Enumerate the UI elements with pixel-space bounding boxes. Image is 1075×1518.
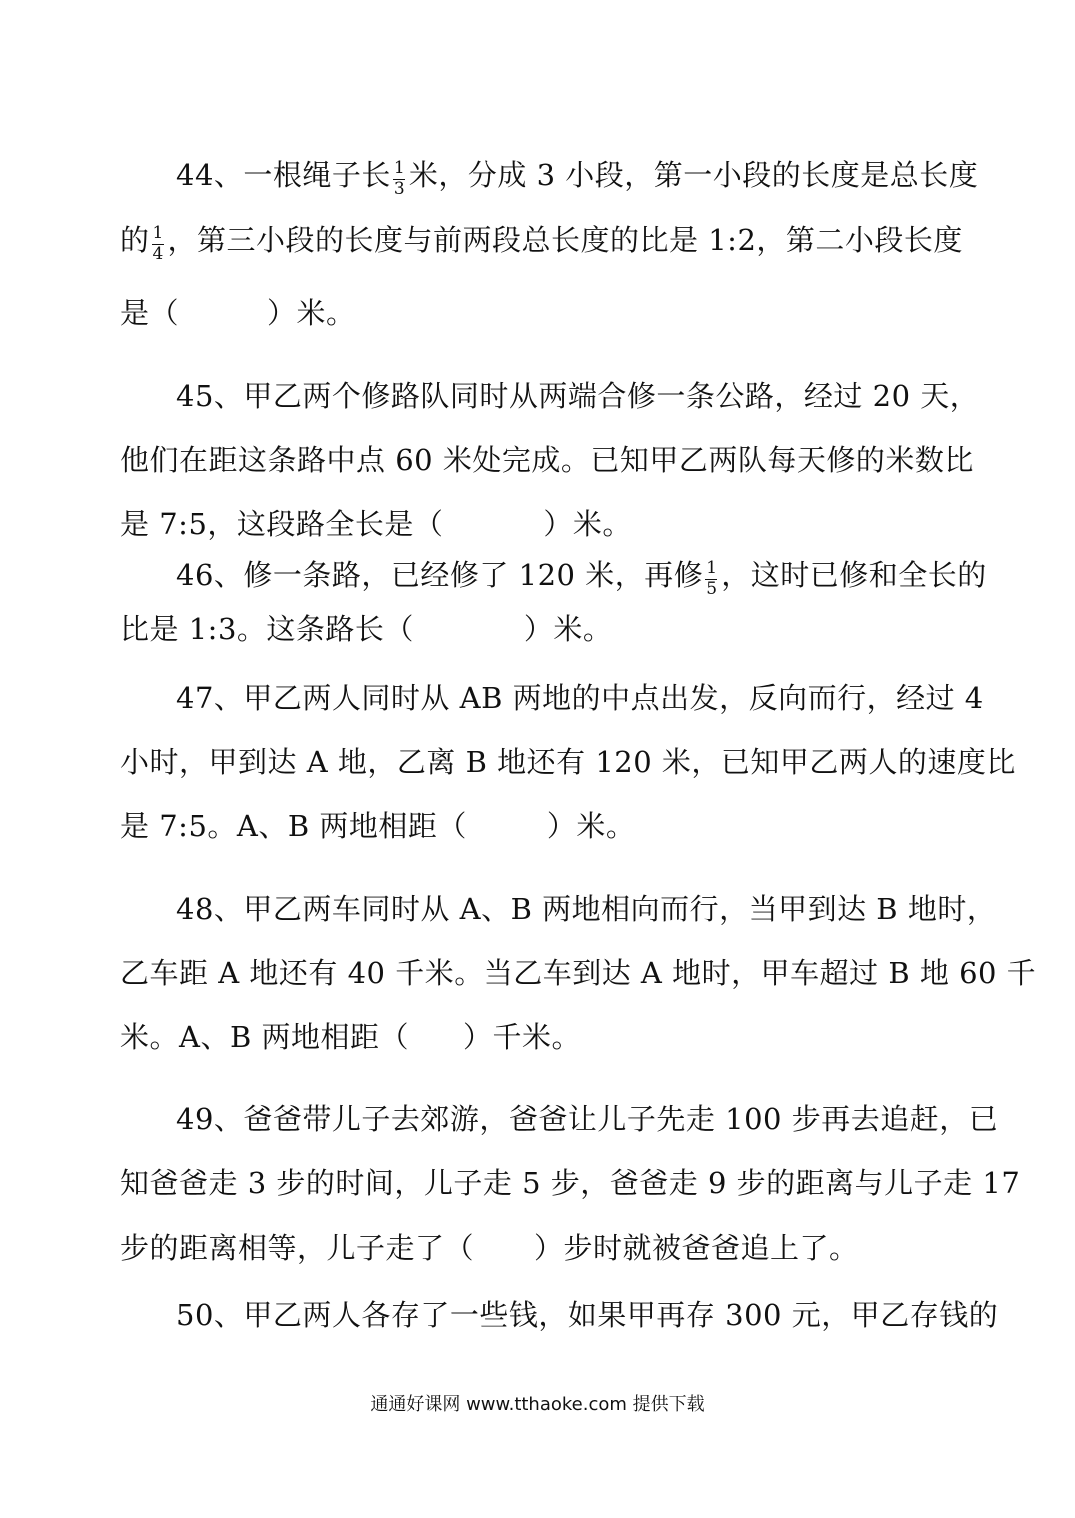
problem-48-line-1: 48、甲乙两车同时从 A、B 两地相向而行，当甲到达 B 地时， xyxy=(176,892,997,926)
problem-47-line-2: 小时，甲到达 A 地，乙离 B 地还有 120 米，已知甲乙两人的速度比 xyxy=(120,745,1016,779)
problem-46-line-1: 46、修一条路，已经修了 120 米，再修 $\frac{1}{5}$ ，这时已修和全长的 xyxy=(176,555,960,595)
fraction-one-third: $\frac{1}{3}$ xyxy=(393,158,406,199)
problem-44-line-3: 是（ ）米。 xyxy=(120,296,356,330)
problem-44-line-1: 44、一根绳子长 $\frac{1}{3}$ 米，分成 3 小段，第一小段的长度是总长度 xyxy=(176,155,960,195)
problem-49-line-3: 步的距离相等，儿子走了（ ）步时就被爸爸追上了。 xyxy=(120,1231,859,1265)
problem-45-line-3: 是 7:5，这段路全长是（ ）米。 xyxy=(120,507,632,541)
problem-45-line-1: 45、甲乙两个修路队同时从两端合修一条公路，经过 20 天， xyxy=(176,379,980,413)
problem-48-line-2: 乙车距 A 地还有 40 千米。当乙车到达 A 地时，甲车超过 B 地 60 千 xyxy=(120,956,1037,990)
problem-44-line-2: 的 $\frac{1}{4}$ ，第三小段的长度与前两段总长度的比是 1:2，第二小段长度 xyxy=(120,220,960,260)
problem-46-line-2: 比是 1:3。这条路长（ ）米。 xyxy=(120,612,613,646)
fraction-one-quarter: $\frac{1}{4}$ xyxy=(152,223,164,264)
problem-47-line-1: 47、甲乙两人同时从 AB 两地的中点出发，反向而行，经过 4 xyxy=(176,681,984,715)
problem-49-line-2: 知爸爸走 3 步的时间，儿子走 5 步，爸爸走 9 步的距离与儿子走 17 xyxy=(120,1166,1021,1200)
problem-50-line-1: 50、甲乙两人各存了一些钱，如果甲再存 300 元，甲乙存钱的 xyxy=(176,1298,999,1332)
problem-48-line-3: 米。A、B 两地相距（ ）千米。 xyxy=(120,1020,581,1054)
problem-49-line-1: 49、爸爸带儿子去郊游，爸爸让儿子先走 100 步再去追赶，已 xyxy=(176,1102,999,1136)
problem-45-line-2: 他们在距这条路中点 60 米处完成。已知甲乙两队每天修的米数比 xyxy=(120,443,974,477)
fraction-one-fifth: $\frac{1}{5}$ xyxy=(706,558,718,599)
problem-47-line-3: 是 7:5。A、B 两地相距（ ）米。 xyxy=(120,809,636,843)
page-footer: 通通好课网 www.tthaoke.com 提供下载 xyxy=(370,1394,705,1415)
